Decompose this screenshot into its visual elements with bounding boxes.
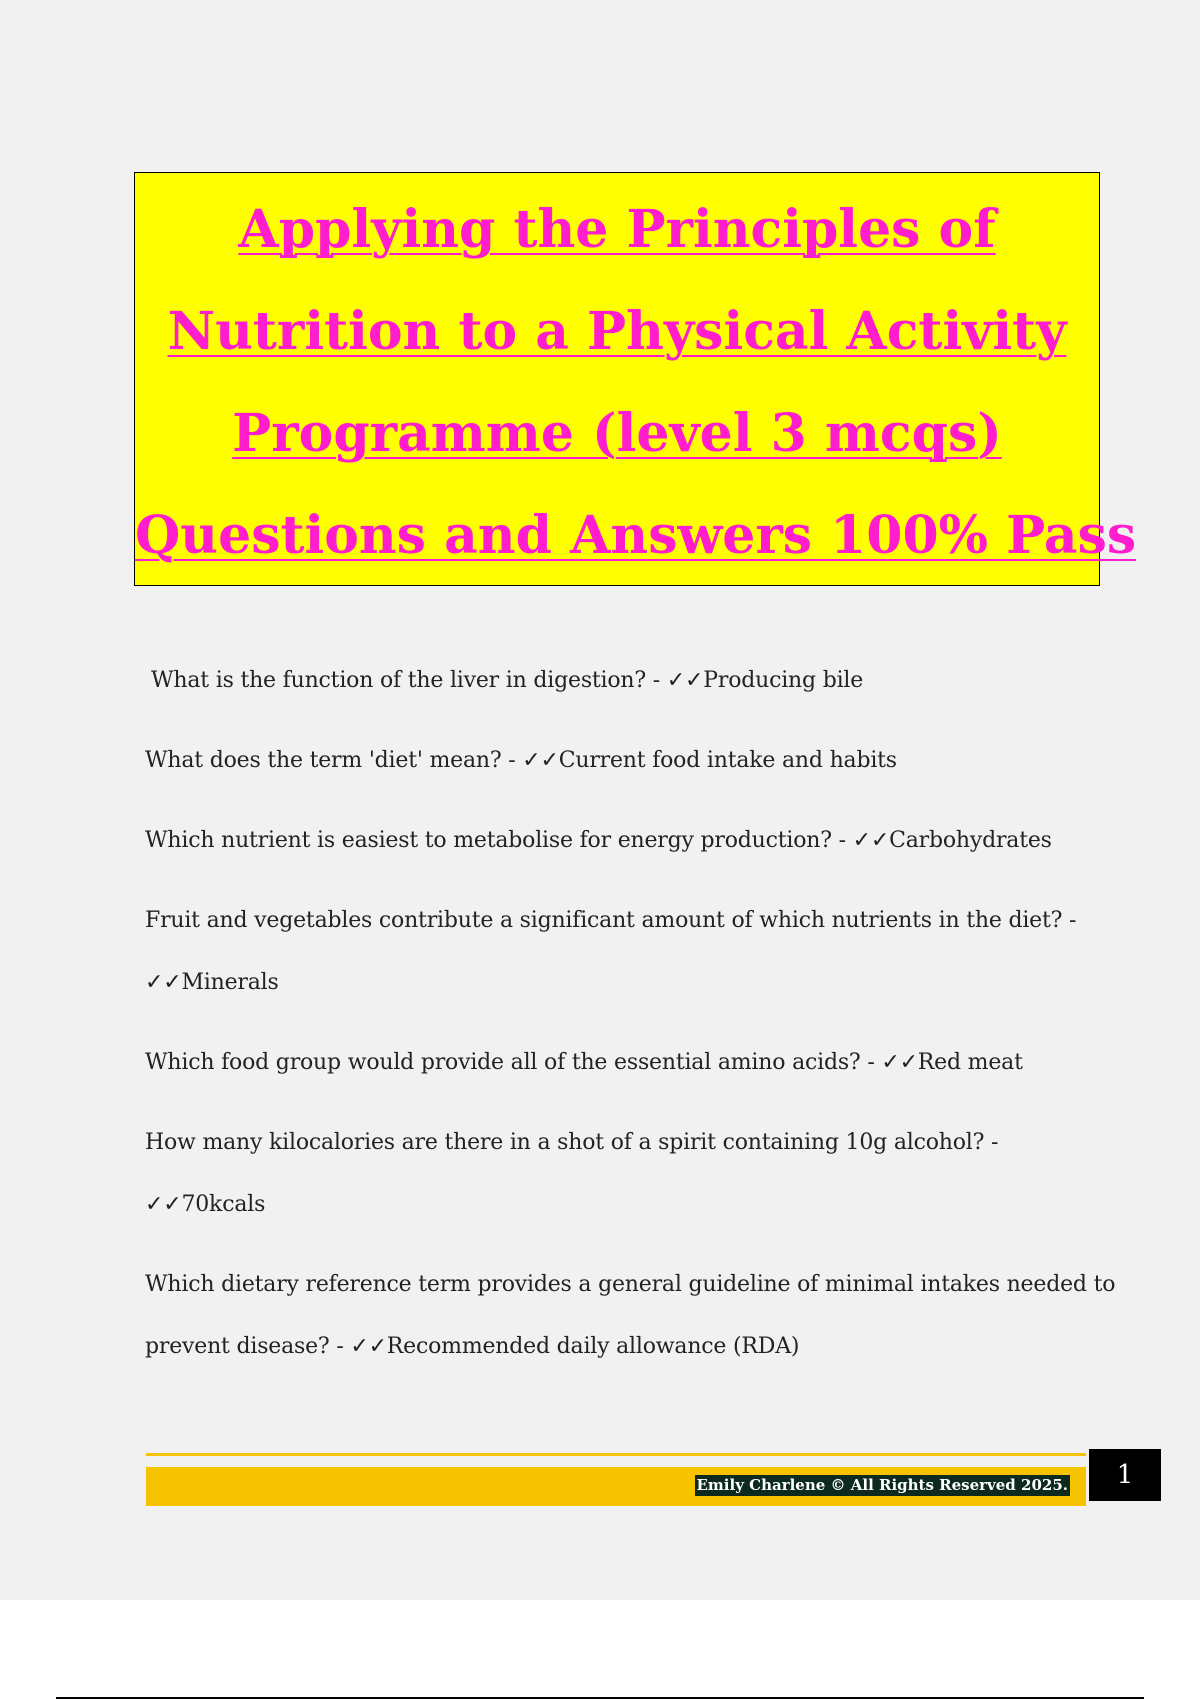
title-line-1: Applying the Principles of [238, 199, 996, 260]
qa-item-energy [145, 810, 1095, 872]
qa-item-amino-acids [145, 1032, 1095, 1094]
qa-text: What is the function of the liver in digestion? - ✓✓Producing bile [151, 668, 864, 693]
footer-rule [146, 1453, 1086, 1456]
qa-item-diet [145, 730, 1095, 792]
qa-item-fruit-veg [145, 890, 1095, 1014]
qa-text: Which nutrient is easiest to metabolise for energy production? - ✓✓Carbohydrates [145, 828, 1052, 853]
qa-text: Which dietary reference term provides a general guideline of minimal intakes needed to [145, 1272, 1116, 1297]
qa-item-rda [145, 1254, 1116, 1378]
qa-item-liver [145, 650, 1095, 712]
title-banner [134, 172, 1137, 586]
qa-text: Which food group would provide all of the essential amino acids? - ✓✓Red meat [145, 1050, 1023, 1075]
qa-answer: ✓✓Minerals [145, 970, 279, 995]
copyright-notice: Emily Charlene © All Rights Reserved 2025. [696, 1476, 1068, 1494]
qa-item-kilocalories [145, 1112, 1095, 1236]
qa-list [145, 650, 1116, 1396]
title-line-2: Nutrition to a Physical Activity [167, 301, 1067, 362]
qa-answer: ✓✓70kcals [145, 1192, 266, 1217]
qa-text: Fruit and vegetables contribute a significant amount of which nutrients in the diet? - [145, 908, 1077, 933]
qa-text-continued: prevent disease? - ✓✓Recommended daily allowance (RDA) [145, 1334, 800, 1359]
qa-text: How many kilocalories are there in a shot of a spirit containing 10g alcohol? - [145, 1130, 999, 1155]
qa-text: What does the term 'diet' mean? - ✓✓Current food intake and habits [145, 748, 897, 773]
title-line-3: Programme (level 3 mcqs) [232, 403, 1002, 464]
title-line-4: Questions and Answers 100% Pass [135, 505, 1137, 566]
page-divider [56, 1697, 1144, 1699]
page-number: 1 [1089, 1449, 1161, 1501]
footer-bar [146, 1467, 1086, 1506]
